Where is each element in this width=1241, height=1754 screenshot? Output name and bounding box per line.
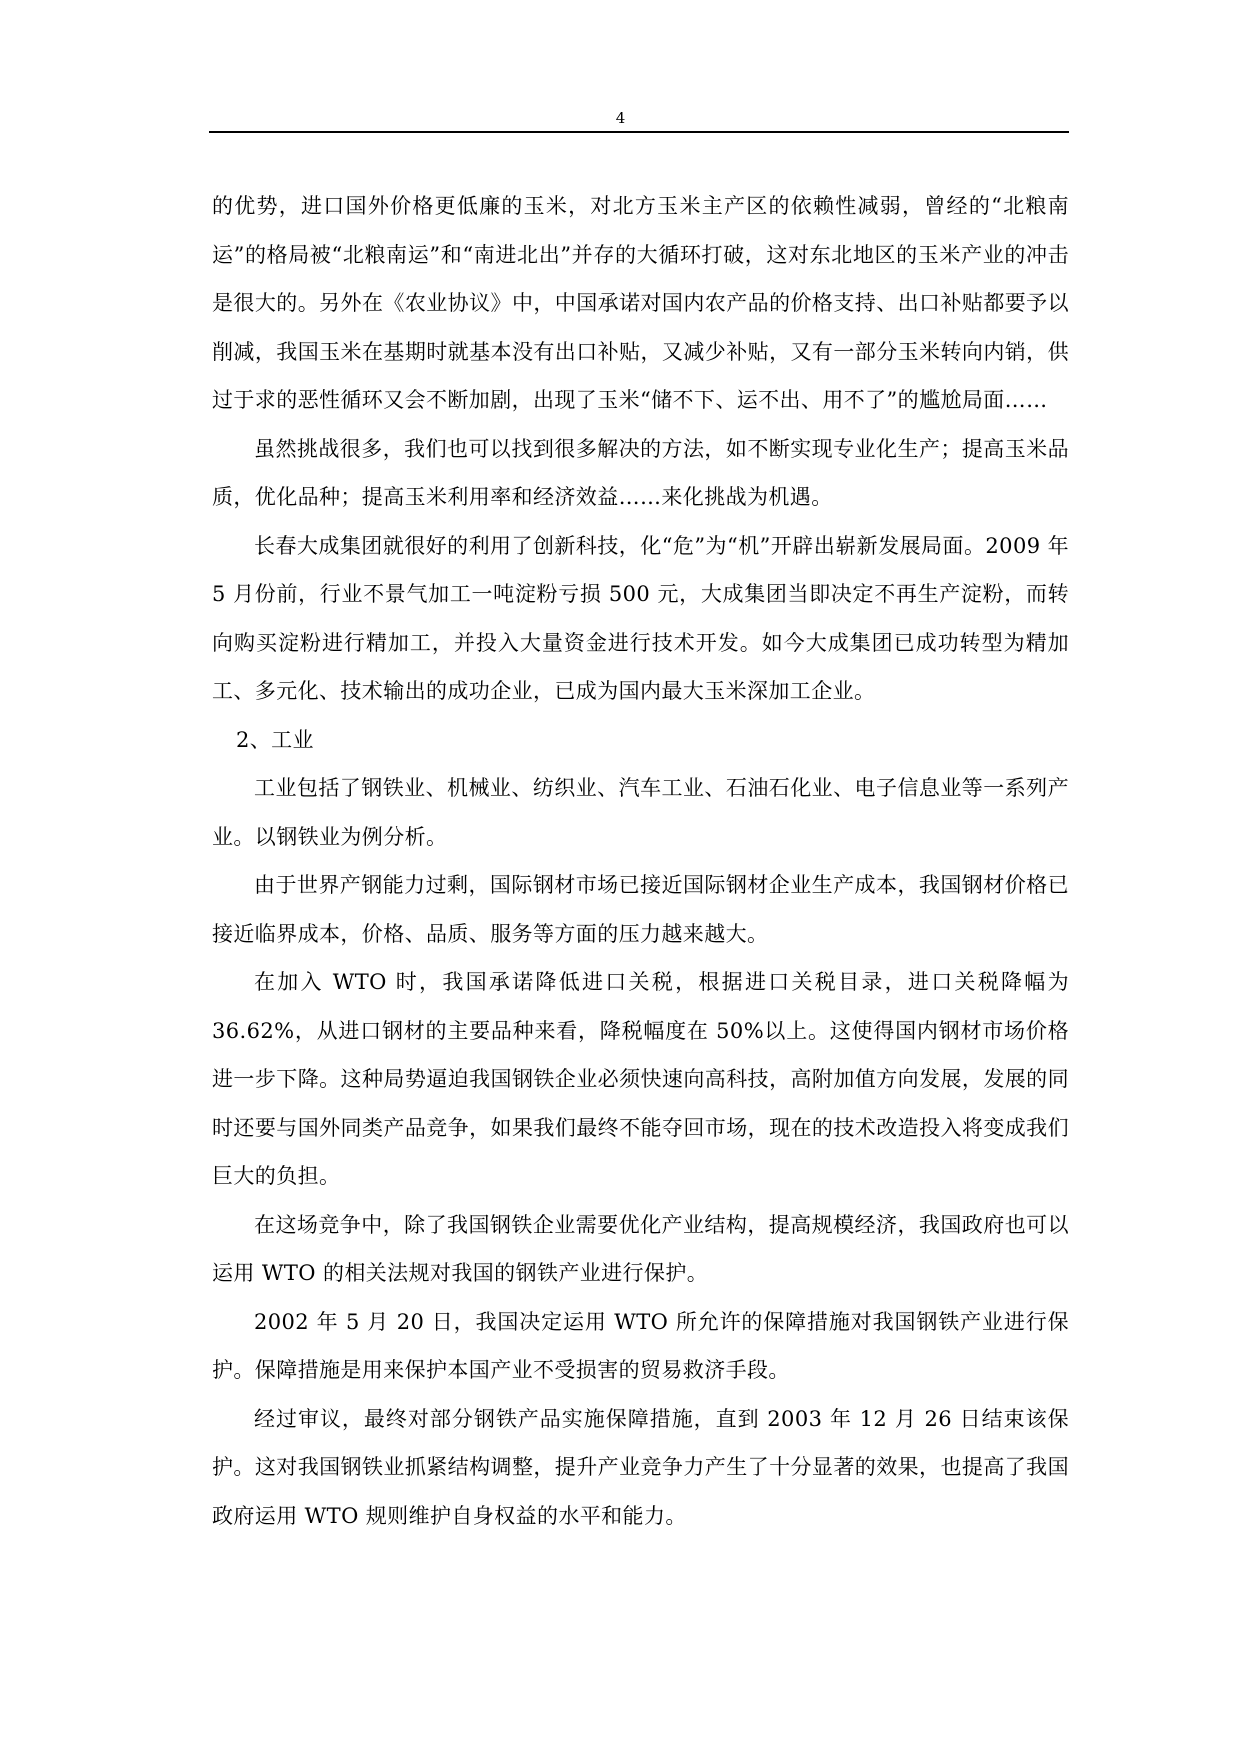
paragraph-continuation: 的优势，进口国外价格更低廉的玉米，对北方玉米主产区的依赖性减弱，曾经的“北粮南运”的格局被“北粮南运”和“南进北出”并存的大循环打破，这对东北地区的玉米产业的冲击是很大的。另外在《农业协议》中，中国承诺对国内农产品的价格支持、出口补贴都要予以削减，我国玉米在基期时就基本没有出口补贴，又减少补贴，又有一部分玉米转向内销，供过于求的恶性循环又会不断加剧，出现了玉米“储不下、运不出、用不了”的尴尬局面…… — [212, 194, 1069, 412]
paragraph: 在加入 WTO 时，我国承诺降低进口关税，根据进口关税目录，进口关税降幅为 36.62%，从进口钢材的主要品种来看，降税幅度在 50%以上。这使得国内钢材市场价格进一步下降。这种局势逼迫我国钢铁企业必须快速向高科技，高附加值方向发展，发展的同时还要与国外同类产品竞争，如果我们最终不能夺回市场，现在的技术改造投入将变成我们巨大的负担。 — [212, 970, 1069, 1188]
section-heading: 2、工业 — [236, 727, 314, 752]
paragraph: 由于世界产钢能力过剩，国际钢材市场已接近国际钢材企业生产成本，我国钢材价格已接近临界成本，价格、品质、服务等方面的压力越来越大。 — [212, 873, 1069, 946]
paragraph: 虽然挑战很多，我们也可以找到很多解决的方法，如不断实现专业化生产；提高玉米品质，优化品种；提高玉米利用率和经济效益……来化挑战为机遇。 — [212, 436, 1069, 509]
document-body — [212, 182, 1069, 1540]
page-number: 4 — [615, 109, 626, 127]
paragraph: 经过审议，最终对部分钢铁产品实施保障措施，直到 2003 年 12 月 26 日结束该保护。这对我国钢铁业抓紧结构调整，提升产业竞争力产生了十分显著的效果，也提高了我国政府运用 WTO 规则维护自身权益的水平和能力。 — [212, 1406, 1069, 1528]
paragraph: 长春大成集团就很好的利用了创新科技，化“危”为“机”开辟出崭新发展局面。2009 年 5 月份前，行业不景气加工一吨淀粉亏损 500 元，大成集团当即决定不再生产淀粉，而转向购买淀粉进行精加工，并投入大量资金进行技术开发。如今大成集团已成功转型为精加工、多元化、技术输出的成功企业，已成为国内最大玉米深加工企业。 — [212, 533, 1069, 703]
paragraph: 工业包括了钢铁业、机械业、纺织业、汽车工业、石油石化业、电子信息业等一系列产业。以钢铁业为例分析。 — [212, 776, 1069, 849]
paragraph: 在这场竞争中，除了我国钢铁企业需要优化产业结构，提高规模经济，我国政府也可以运用 WTO 的相关法规对我国的钢铁产业进行保护。 — [212, 1212, 1069, 1285]
paragraph: 2002 年 5 月 20 日，我国决定运用 WTO 所允许的保障措施对我国钢铁产业进行保护。保障措施是用来保护本国产业不受损害的贸易救济手段。 — [212, 1309, 1069, 1382]
header-rule — [209, 131, 1069, 133]
